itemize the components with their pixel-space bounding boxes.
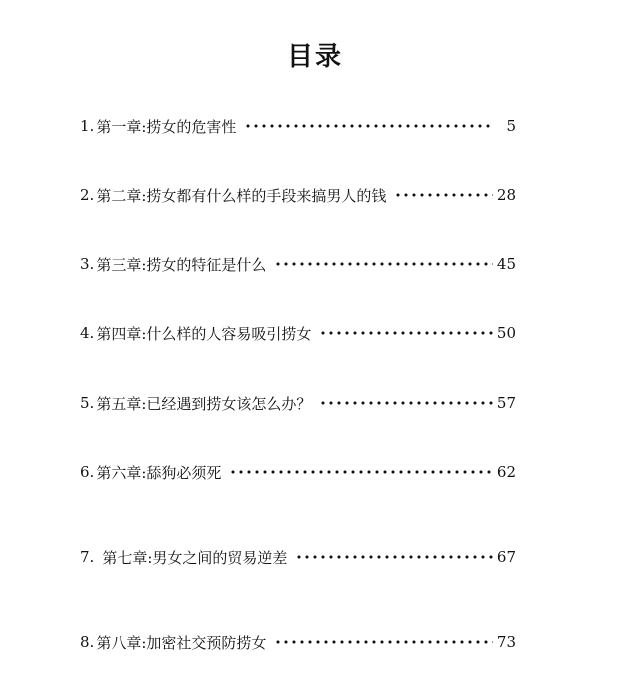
dot-leader <box>244 124 494 128</box>
entry-title: 第二章:捞女都有什么样的手段来搞男人的钱 <box>96 186 387 205</box>
toc-title: 目录 <box>286 42 343 72</box>
toc-entry-1[interactable] <box>80 114 516 138</box>
toc-entry-4[interactable] <box>80 321 516 345</box>
entry-number: 3. <box>80 255 95 273</box>
entry-number: 6. <box>80 463 95 481</box>
dot-leader <box>295 555 493 559</box>
entry-page-number: 62 <box>496 463 516 481</box>
dot-leader <box>274 640 493 644</box>
entry-number: 5. <box>80 394 95 412</box>
toc-entry-6[interactable] <box>80 460 516 484</box>
entry-title: 第四章:什么样的人容易吸引捞女 <box>96 324 312 343</box>
entry-page-number: 67 <box>496 548 516 566</box>
entry-page-number: 45 <box>496 255 516 273</box>
entry-number: 4. <box>80 324 95 342</box>
toc-entry-8[interactable] <box>80 630 516 654</box>
entry-number: 8. <box>80 633 95 651</box>
entry-number: 7. <box>80 548 95 566</box>
entry-page-number: 57 <box>496 394 516 412</box>
toc-entry-7[interactable] <box>80 545 516 569</box>
entry-page-number: 5 <box>506 117 516 135</box>
entry-page-number: 73 <box>496 633 516 651</box>
dot-leader <box>319 401 493 405</box>
entry-title: 第五章:已经遇到捞女该怎么办？ <box>96 394 312 413</box>
entry-title: 第七章:男女之间的贸易逆差 <box>102 548 288 567</box>
toc-entry-3[interactable] <box>80 252 516 276</box>
dot-leader <box>229 470 493 474</box>
entry-page-number: 28 <box>496 186 516 204</box>
entry-title: 第一章:捞女的危害性 <box>96 117 237 136</box>
dot-leader <box>274 262 493 266</box>
entry-number: 2. <box>80 186 95 204</box>
entry-page-number: 50 <box>496 324 516 342</box>
entry-title: 第六章:舔狗必须死 <box>96 463 222 482</box>
dot-leader <box>319 331 493 335</box>
entry-title: 第八章:加密社交预防捞女 <box>96 633 267 652</box>
entry-title: 第三章:捞女的特征是什么 <box>96 255 267 274</box>
toc-entry-5[interactable] <box>80 391 516 415</box>
toc-entry-2[interactable] <box>80 183 516 207</box>
entry-number: 1. <box>80 117 95 135</box>
dot-leader <box>394 193 493 197</box>
